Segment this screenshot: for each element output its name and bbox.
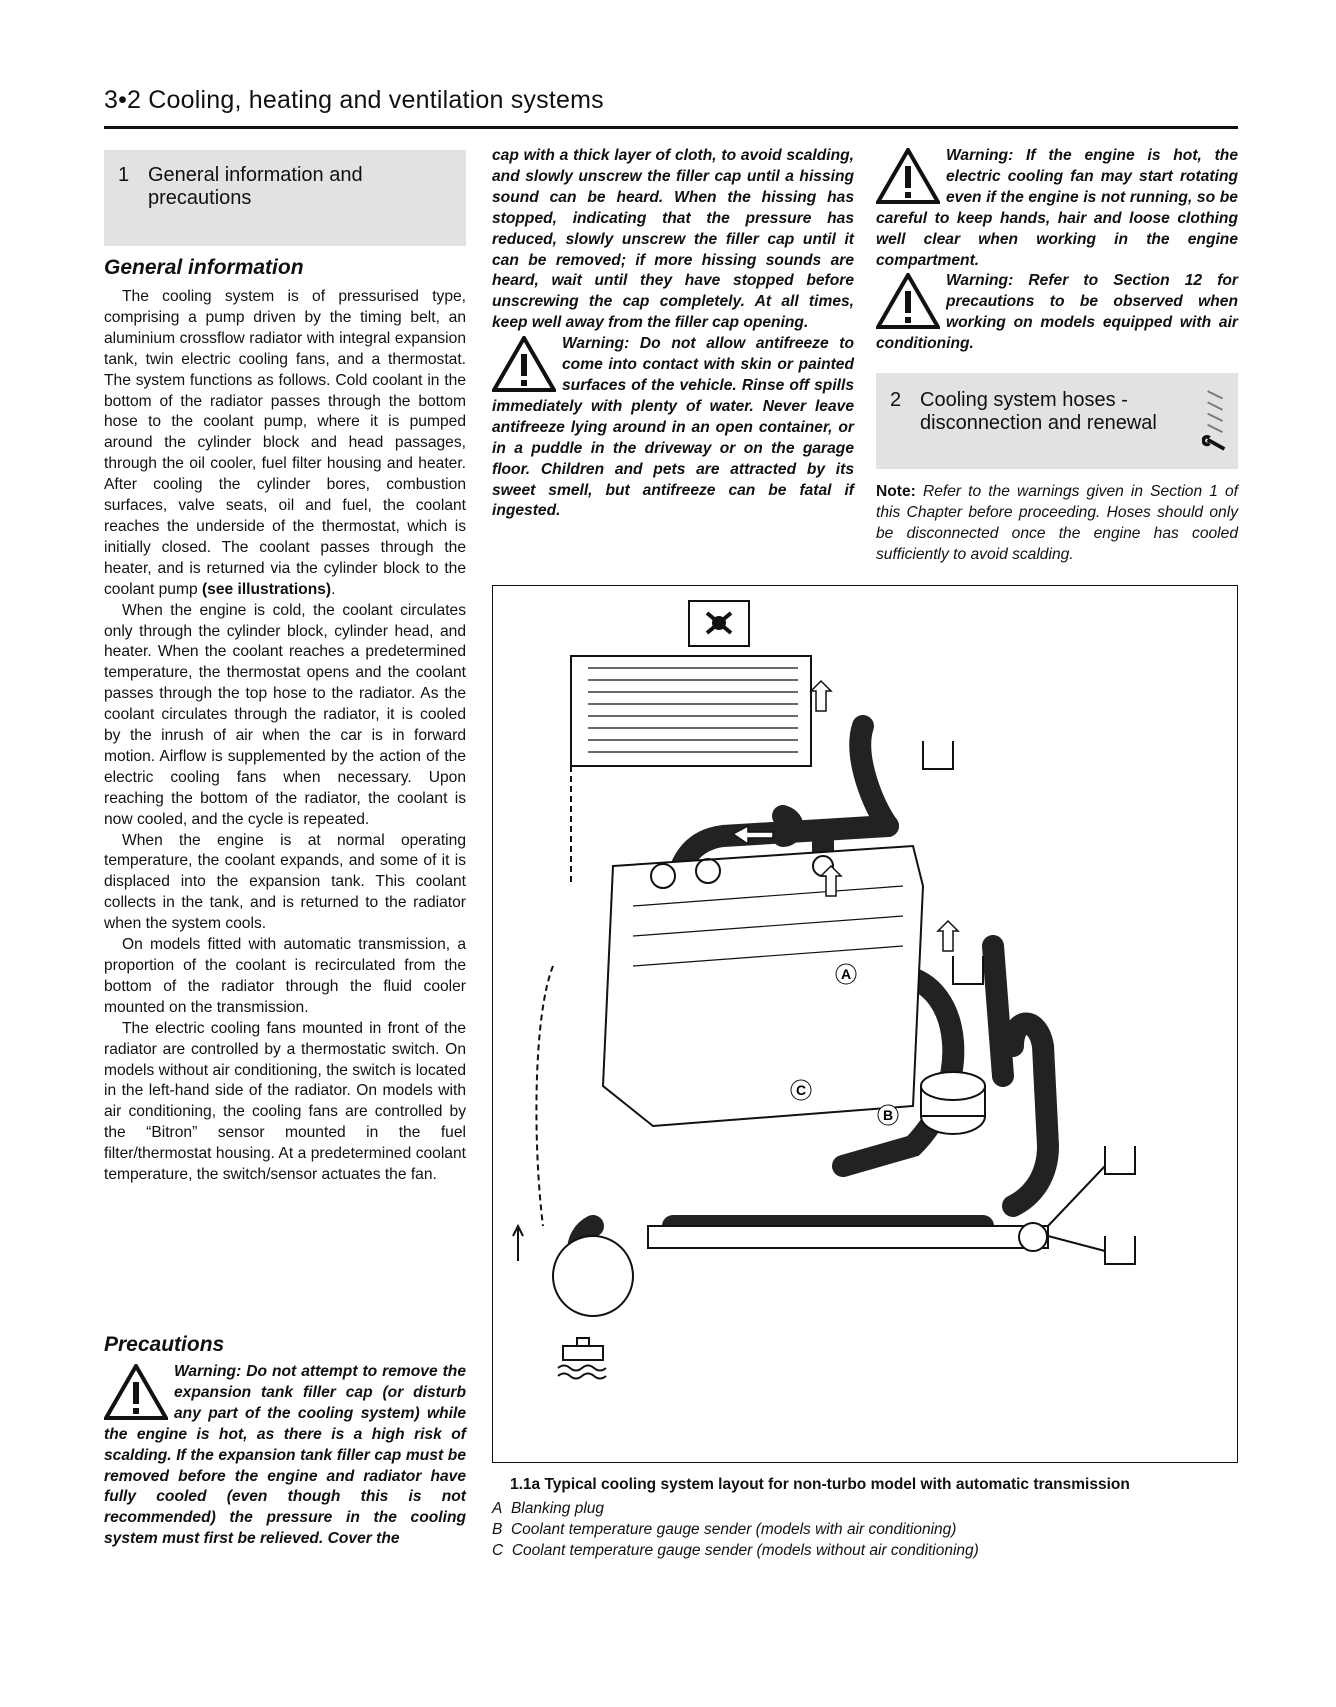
general-info-heading: General information xyxy=(104,256,304,279)
precautions-heading: Precautions xyxy=(104,1333,225,1356)
section-1-number: 1 xyxy=(118,164,130,186)
paragraph-4: On models fitted with automatic transmission, a proportion of the coolant is recirculated from the bottom of the radiator through the fluid cooler mounted on the transmission. xyxy=(104,936,466,1016)
paragraph-5: The electric cooling fans mounted in front of the radiator are controlled by a thermostatic switch. On models without air conditioning, the switch is located in the left-hand side of the radiator. On models with air conditioning, the cooling fans are controlled by the “Bitron” sensor mounted in the fuel filter/thermostat housing. At a predetermined coolant temperature, the switch/sensor actuates the fan. xyxy=(104,1019,466,1184)
figure-caption: 1.1a Typical cooling system layout for non-turbo model with automatic transmission xyxy=(510,1476,1130,1493)
section-2-heading-box xyxy=(876,373,1238,469)
section-2-title: Cooling system hoses - disconnection and renewal xyxy=(920,389,1157,434)
header-rule xyxy=(104,126,1238,129)
warning-1: Warning: Do not attempt to remove the expansion tank filler cap (or disturb any part of the cooling system) while the engine is hot, as there is a high risk of scalding. If the expansion tank filler cap must be removed before the engine and radiator have fully cooled (even though this is not recommended) the pressure in the cooling system must first be relieved. Cover the xyxy=(104,1363,466,1548)
paragraph-3: When the engine is at normal operating temperature, the coolant expands, and some of it is displaced into the expansion tank. This coolant collects in the tank, and is returned to the radiator when the system cools. xyxy=(104,831,466,933)
warning-triangle-icon xyxy=(104,1364,168,1420)
difficulty-spanner-icon xyxy=(1202,381,1230,461)
warning-3: Warning: If the engine is hot, the electric cooling fan may start rotating even if the engine is not running, so be careful to keep hands, hair and loose clothing well clear when working in the engine compartment. xyxy=(876,147,1238,269)
paragraph-2: When the engine is cold, the coolant circulates only through the cylinder block, cylinder head, and heater. When the coolant reaches a predetermined temperature, the thermostat opens and the coolant passes through the top hose to the radiator. As the coolant circulates through the radiator, it is cooled by the inrush of air when the car is in forward motion. Airflow is supplemented by the action of the electric cooling fans when necessary. Upon reaching the bottom of the radiator, the coolant is now cooled, and the cycle is repeated. xyxy=(104,601,466,828)
warning-triangle-icon xyxy=(492,336,556,392)
diagram-label-b: B xyxy=(883,1107,894,1123)
diagram-label-a: A xyxy=(841,966,852,982)
legend-item-a: A Blanking plug xyxy=(492,1500,605,1517)
page-header: 3•2 Cooling, heating and ventilation systems xyxy=(104,86,604,114)
warning-4: Warning: Refer to Section 12 for precautions to be observed when working on models equipped with air conditioning. xyxy=(876,272,1238,353)
column-3 xyxy=(876,146,1238,355)
warning-triangle-icon xyxy=(876,273,940,329)
cooling-system-illustration xyxy=(493,586,1236,1461)
warning-1-continued: cap with a thick layer of cloth, to avoid scalding, and slowly unscrew the filler cap until a hissing sound can be heard. When the hissing has stopped, indicating that the pressure has reduced, slowly unscrew the filler cap until it can be removed; if more hissing sounds are heard, wait until they have stopped before unscrewing the cap completely. At all times, keep well away from the filler cap opening. xyxy=(492,147,854,332)
cooling-system-diagram xyxy=(492,585,1238,1463)
section-2-note: Note: Refer to the warnings given in Section 1 of this Chapter before proceeding. Hoses should only be disconnected once the engine has cooled sufficiently to avoid scalding. xyxy=(876,483,1238,563)
legend-item-b: B Coolant temperature gauge sender (models with air conditioning) xyxy=(492,1521,957,1538)
legend-item-c: C Coolant temperature gauge sender (models without air conditioning) xyxy=(492,1542,979,1559)
paragraph-1: The cooling system is of pressurised type, comprising a pump driven by the timing belt, an aluminium crossflow radiator with integral expansion tank, twin electric cooling fans, and a thermostat. The system functions as follows. Cold coolant in the bottom of the radiator passes through the bottom hose to the coolant pump, where it is pumped around the cylinder block and head passages, through the oil cooler, fuel filter housing and heater. After cooling the cylinder bores, combustion surfaces, valve seats, oil and fuel, the coolant reaches the underside of the thermostat, which is initially closed. The coolant passes through the heater, and is returned via the cylinder block to the coolant pump (see illustrations). xyxy=(104,288,466,598)
diagram-label-c: C xyxy=(796,1082,807,1098)
warning-triangle-icon xyxy=(876,148,940,204)
column-1 xyxy=(104,287,466,1186)
section-2-number: 2 xyxy=(890,389,902,411)
warning-2: Warning: Do not allow antifreeze to come into contact with skin or painted surfaces of the vehicle. Rinse off spills immediately with plenty of water. Never leave antifreeze lying around in an open container, or in a puddle in the driveway or on the garage floor. Children and pets are attracted by its sweet smell, but antifreeze can be fatal if ingested. xyxy=(492,335,854,520)
column-2 xyxy=(492,146,854,522)
see-illustrations: (see illustrations) xyxy=(201,580,332,598)
filler-cap-icon xyxy=(558,1338,606,1379)
section-1-heading-box xyxy=(104,150,466,246)
section-1-title: General information and precautions xyxy=(148,164,363,209)
